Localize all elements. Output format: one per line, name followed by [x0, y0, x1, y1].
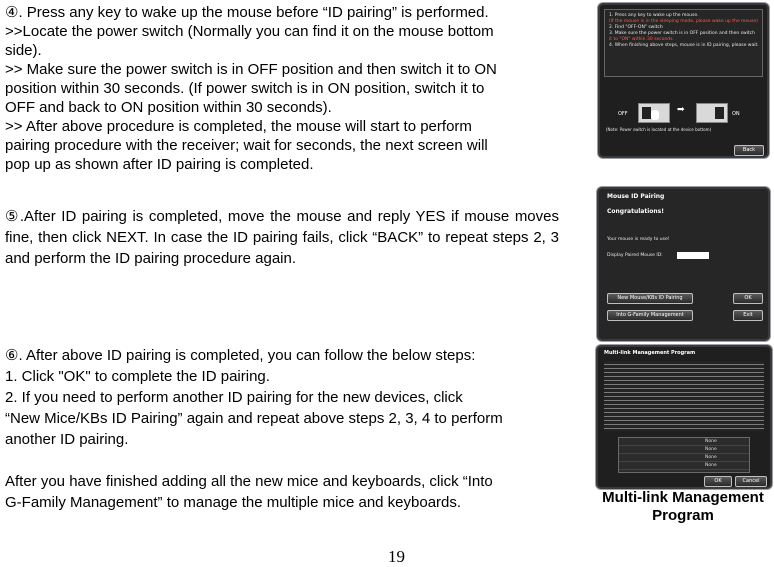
- on-label: ON: [732, 111, 740, 117]
- device-bottom-note: (Note: Power switch is located at the device bottom): [606, 127, 712, 132]
- section-6-line: [5, 450, 560, 471]
- table-row: None: [619, 438, 749, 446]
- instruction-text: [609, 13, 765, 49]
- window-title: Mouse ID Pairing: [607, 193, 665, 200]
- new-pairing-button[interactable]: New Mouse/KBs ID Pairing: [607, 293, 693, 304]
- instruction-line: it to "ON" within 30 seconds.: [609, 37, 674, 42]
- section-4-line: side).: [5, 42, 42, 59]
- off-label: OFF: [618, 111, 628, 117]
- paired-id-label: Display Paired Mouse ID:: [607, 253, 663, 258]
- instruction-line: 4. When finishing above steps, mouse is in ID pairing, please wait.: [609, 43, 759, 48]
- pairing-complete-screenshot: [596, 186, 771, 342]
- ready-message: Your mouse is ready to use!: [607, 237, 670, 242]
- instruction-line: (If the mouse is in the sleeping mode, please wake up the mouse): [609, 19, 758, 24]
- switch-on-graphic: [696, 103, 728, 123]
- section-4-line: position within 30 seconds. (If power switch is in ON position, switch it to: [5, 80, 485, 97]
- section-6-line: another ID pairing.: [5, 431, 129, 448]
- congratulations-heading: Congratulations!: [607, 208, 664, 215]
- into-gfamily-button[interactable]: Into G-Family Management: [607, 310, 693, 321]
- switch-off-graphic: [638, 103, 670, 123]
- section-6-line: After you have finished adding all the new mice and keyboards, click “Into: [5, 473, 493, 490]
- section-6-line: 1. Click "OK" to complete the ID pairing.: [5, 368, 270, 385]
- management-screenshot: [595, 344, 773, 490]
- ok-button[interactable]: OK: [704, 476, 732, 487]
- figure-caption: Multi-link Management Program: [602, 489, 764, 524]
- section-6-line: “New Mice/KBs ID Pairing” again and repeat above steps 2, 3, 4 to perform: [5, 410, 503, 427]
- instruction-line: 2. Find "OFF-ON" switch: [609, 25, 663, 30]
- section-5-text: ⑤.After ID pairing is completed, move the mouse and reply YES if mouse moves fine, then click NEXT. In case the ID pairing fails, click “BACK” to repeat steps 2, 3 and perform the ID pairing procedure again.: [5, 208, 559, 267]
- exit-button[interactable]: Exit: [733, 310, 763, 321]
- section-4-line: ④. Press any key to wake up the mouse before “ID pairing” is performed.: [5, 4, 489, 21]
- section-4-line: >> After above procedure is completed, the mouse will start to perform: [5, 118, 472, 135]
- ok-button[interactable]: OK: [733, 293, 763, 304]
- table-row: None: [619, 462, 749, 470]
- instruction-line: 1. Press any key to wake up the mouse.: [609, 13, 699, 18]
- section-6-line: G-Family Management” to manage the multiple mice and keyboards.: [5, 494, 462, 511]
- back-button[interactable]: Back: [734, 145, 764, 156]
- section-4-line: pop up as shown after ID pairing is completed.: [5, 156, 314, 173]
- table-row: None: [619, 446, 749, 454]
- section-4-line: OFF and back to ON position within 30 seconds).: [5, 99, 332, 116]
- hand-cursor-icon: [651, 110, 659, 120]
- section-4-line: >>Locate the power switch (Normally you can find it on the mouse bottom: [5, 23, 494, 40]
- description-text-block: [604, 361, 764, 431]
- section-6-line: 2. If you need to perform another ID pairing for the new devices, click: [5, 389, 463, 406]
- section-4-line: pairing procedure with the receiver; wait for seconds, the next screen will: [5, 137, 488, 154]
- device-table: [618, 437, 750, 473]
- table-row: None: [619, 454, 749, 462]
- page-number: 19: [388, 547, 405, 566]
- section-6-text: [5, 345, 560, 513]
- pairing-instructions-screenshot: [597, 2, 770, 159]
- instruction-box: [604, 9, 763, 77]
- instruction-line: 3. Make sure the power switch is in OFF position and then switch: [609, 31, 755, 36]
- cancel-button[interactable]: Cancel: [735, 476, 767, 487]
- arrow-right-icon: ➡: [677, 105, 685, 115]
- section-4-text: [5, 3, 560, 174]
- window-title: Multi-link Management Program: [604, 350, 696, 356]
- paired-id-field: [677, 252, 709, 259]
- section-4-line: >> Make sure the power switch is in OFF position and then switch it to ON: [5, 61, 497, 78]
- section-6-line: ⑥. After above ID pairing is completed, you can follow the below steps:: [5, 347, 476, 364]
